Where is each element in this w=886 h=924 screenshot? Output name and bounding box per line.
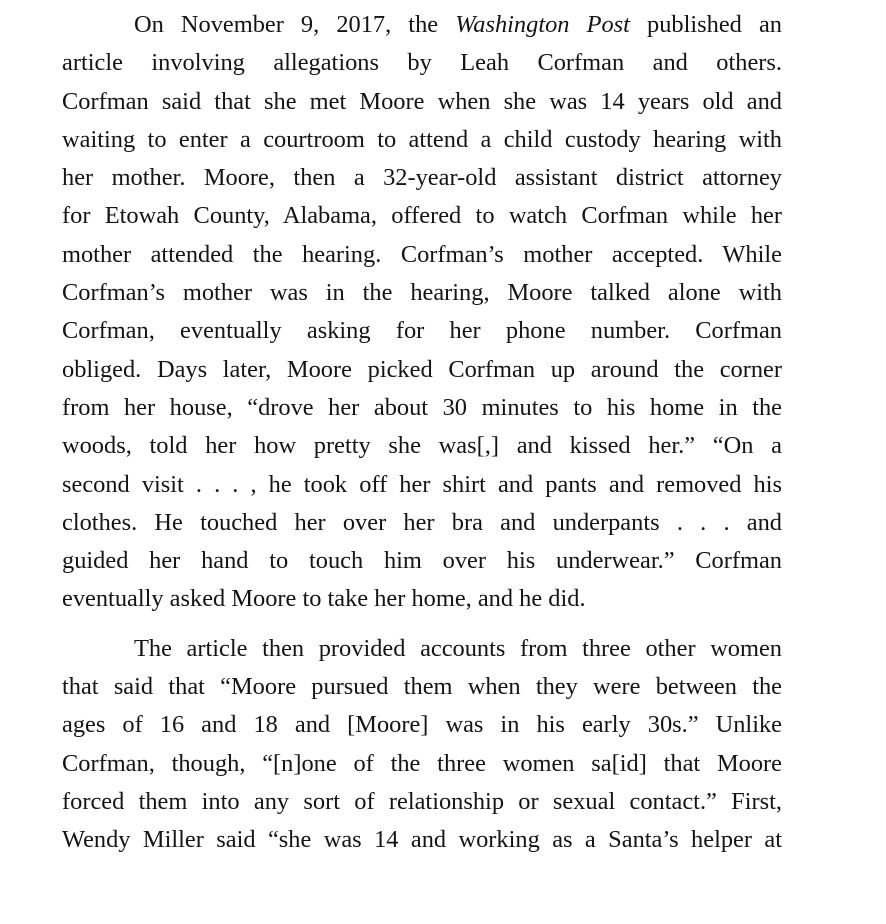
text-line (62, 542, 782, 580)
text-line (62, 427, 782, 465)
text-segment: obliged. Days later, Moore picked Corfman up around the corner (62, 355, 782, 383)
text-segment: article involving allegations by Leah Corfman and others. (62, 49, 782, 77)
text-line (62, 274, 782, 312)
text-segment: second visit . . . , he took off her shirt and pants and removed his (62, 470, 782, 498)
text-line (62, 745, 782, 783)
text-line (62, 706, 782, 744)
text-line (62, 630, 782, 668)
text-segment: mother attended the hearing. Corfman’s mother accepted. While (62, 240, 782, 268)
text-segment: forced them into any sort of relationship or sexual contact.” First, (62, 787, 782, 815)
text-segment: guided her hand to touch him over his underwear.” Corfman (62, 547, 782, 575)
text-line (62, 580, 782, 618)
text-line (62, 466, 782, 504)
document-page (62, 6, 782, 860)
text-segment: Corfman said that she met Moore when she was 14 years old and (62, 87, 782, 115)
text-segment: Corfman’s mother was in the hearing, Moore talked alone with (62, 279, 782, 307)
text-segment: ages of 16 and 18 and [Moore] was in his early 30s.” Unlike (62, 711, 782, 739)
text-line (62, 236, 782, 274)
text-segment: clothes. He touched her over her bra and underpants . . . and (62, 508, 782, 536)
text-line (62, 83, 782, 121)
text-segment: waiting to enter a courtroom to attend a child custody hearing with (62, 125, 782, 153)
publication-title: Washington Post (455, 11, 630, 38)
text-line (62, 389, 782, 427)
text-line (62, 504, 782, 542)
text-segment: Corfman, eventually asking for her phone number. Corfman (62, 317, 782, 345)
text-line (62, 6, 782, 44)
text-segment: The article then provided accounts from three other women (134, 634, 782, 662)
text-line (62, 197, 782, 235)
text-line (62, 821, 782, 859)
text-line (62, 783, 782, 821)
text-segment: from her house, “drove her about 30 minutes to his home in the (62, 393, 782, 421)
text-line (62, 44, 782, 82)
text-segment: Corfman, though, “[n]one of the three women sa[id] that Moore (62, 749, 782, 777)
text-segment: her mother. Moore, then a 32-year-old assistant district attorney (62, 164, 782, 192)
text-line (62, 312, 782, 350)
paragraph (62, 630, 782, 860)
text-line (62, 351, 782, 389)
text-segment: On November 9, 2017, the (134, 11, 456, 38)
text-segment: that said that “Moore pursued them when they were between the (62, 673, 782, 701)
text-line (62, 159, 782, 197)
text-segment: woods, told her how pretty she was[,] and kissed her.” “On a (62, 432, 782, 460)
text-line (62, 668, 782, 706)
text-segment: Wendy Miller said “she was 14 and working as a Santa’s helper at (62, 826, 782, 854)
text-segment: for Etowah County, Alabama, offered to watch Corfman while her (62, 202, 782, 230)
text-segment: published an (629, 11, 782, 38)
text-line (62, 121, 782, 159)
paragraph (62, 6, 782, 619)
text-segment: eventually asked Moore to take her home, and he did. (62, 585, 586, 613)
